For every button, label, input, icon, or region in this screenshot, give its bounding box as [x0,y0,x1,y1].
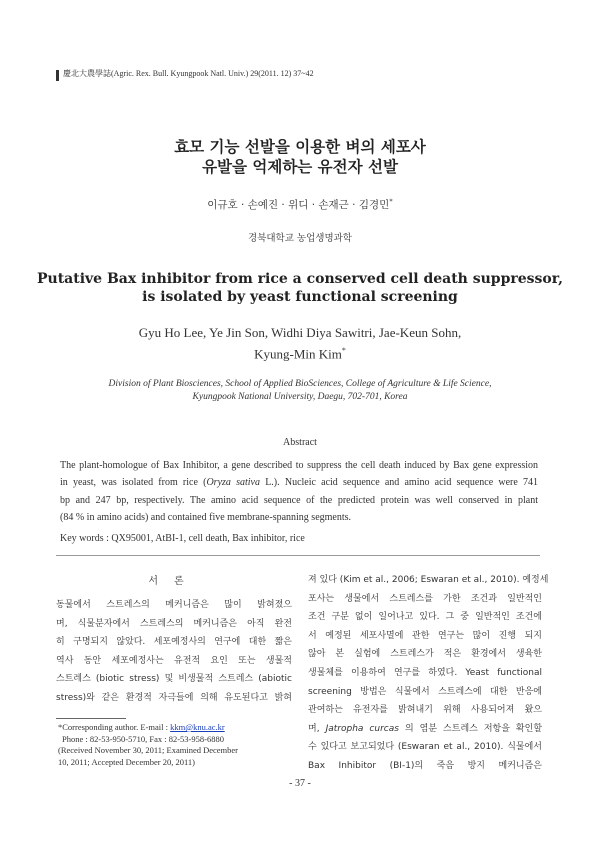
page-number: - 37 - [289,778,311,789]
abstract-line-1: The plant-homologue of Bax Inhibitor, a gene described to suppress the cell death induced by Bax gene expression [60,460,538,471]
english-authors-name: Kyung-Min Kim [254,346,342,362]
abstract-heading: Abstract [283,437,317,448]
abstract-line-4: (84 % in amino acids) and contained five membrane-spanning segments. [60,511,352,523]
english-affiliation-line-1: Division of Plant Biosciences, School of Applied BioSciences, College of Agriculture & Life Science, [108,379,492,389]
footnote-email-line [58,722,238,734]
footnote-prefix: *Corresponding author. E-mail : [58,722,171,732]
abstract-line-3: bp and 247 bp, respectively. The amino acid sequence of the predicted protein was well conserved in plant [60,494,538,506]
introduction-heading: 서론 [148,576,200,587]
english-title-line-1: Putative Bax inhibitor from rice a conserved cell death suppressor, [37,271,563,287]
keywords: Key words : QX95001, AtBI-1, cell death, Bax inhibitor, rice [60,533,305,544]
footnote-phone: Phone : 82-53-950-5710, Fax : 82-53-958-6880 [62,733,224,744]
footnote-received-line-2: 10, 2011; Accepted December 20, 2011) [58,756,195,767]
left-line-3: 히 구명되지 않았다. 세포예정사의 연구에 대한 짧은 [56,637,292,648]
left-line-2: 며, 식물분자에서 스트레스의 메커니즘은 아직 완전 [56,618,292,629]
right-column [308,571,549,776]
right-line-6: 생물체를 이용하여 연구를 하였다. Yeast functional [308,667,542,678]
footnote-received-line-1: (Received November 30, 2011; Examined December [58,745,239,755]
left-line-1: 동물에서 스트레스의 메커니즘은 많이 밝혀졌으 [56,600,292,610]
korean-title-line-2: 유발을 억제하는 유전자 선발 [202,158,398,176]
right-line-9-a: 며, [308,723,326,734]
journal-citation: 慶北大農學誌(Agric. Rex. Bull. Kyungpook Natl. Univ.) 29(2011. 12) 37~42 [63,69,314,78]
korean-authors-names: 이규호 · 손예진 · 위디 · 손재근 · 김경민 [207,199,390,211]
english-authors-line-2 [0,342,600,363]
right-line-2: 포사는 생물에서 스트레스를 가한 조건과 일반적인 [308,593,542,604]
keywords-divider [56,555,540,556]
right-line-7: screening 방법은 식물에서 스트레스에 대한 반응에 [308,686,542,697]
english-affiliation-line-2: Kyungpook National University, Daegu, 702-701, Korea [192,392,408,402]
footnote-divider [56,718,126,719]
right-line-3: 조건 구분 없이 일어나고 있다. 그 중 일반적인 조건에 [308,612,542,623]
abstract-line-2-a: in yeast, was isolated from rice ( [60,477,207,489]
english-authors-line-1: Gyu Ho Lee, Ye Jin Son, Widhi Diya Sawitri, Jae-Keun Sohn, [138,325,462,340]
right-line-1: 져 있다 (Kim et al., 2006; Eswaran et al., 2010). 예정세 [308,575,549,585]
korean-authors-mark: * [389,197,393,206]
left-column [56,596,292,708]
english-authors-mark: * [341,346,346,355]
header-marker [56,70,59,81]
email-link[interactable]: kkm@knu.ac.kr [170,722,225,732]
right-line-9 [308,720,542,739]
english-title-line-2: is isolated by yeast functional screening [142,289,458,305]
left-line-5: 스트레스 (biotic stress) 및 비생물적 스트레스 (abiotic [56,674,292,685]
right-line-10: 수 있다고 보고되었다 (Eswaran et al., 2010). 식물에서 [308,742,542,753]
right-line-4: 서 예정된 세포사멸에 관한 연구는 많이 진행 되지 [308,630,542,641]
abstract-body [60,457,538,526]
korean-affiliation: 경북대학교 농업생명과학 [248,233,352,244]
abstract-line-2-b: L.). Nucleic acid sequence and amino acid sequence were 741 [260,477,539,489]
corresponding-author-footnote [58,722,238,768]
left-line-6: stress)와 같은 환경적 자극들에 의해 유도된다고 밝혀 [56,692,292,703]
right-line-8: 관여하는 유전자를 밝혀내기 위해 사용되어져 왔으 [308,705,542,716]
abstract-line-2 [60,474,538,491]
jatropha-species-name: Jatropha curcas [325,723,399,734]
species-name: Oryza sativa [206,477,260,489]
korean-title-line-1: 효모 기능 선발을 이용한 벼의 세포사 [174,138,426,156]
left-line-4: 역사 동안 세포예정사는 유전적 요인 또는 생물적 [56,655,292,666]
right-line-11: Bax Inhibitor (BI-1)의 죽음 방지 메커니즘은 [308,760,542,771]
korean-authors [0,197,600,212]
right-line-9-b: 의 염분 스트레스 저항을 확인할 [398,723,543,734]
right-line-5: 않아 본 실험에 스트레스가 적은 환경에서 생육한 [308,649,542,660]
